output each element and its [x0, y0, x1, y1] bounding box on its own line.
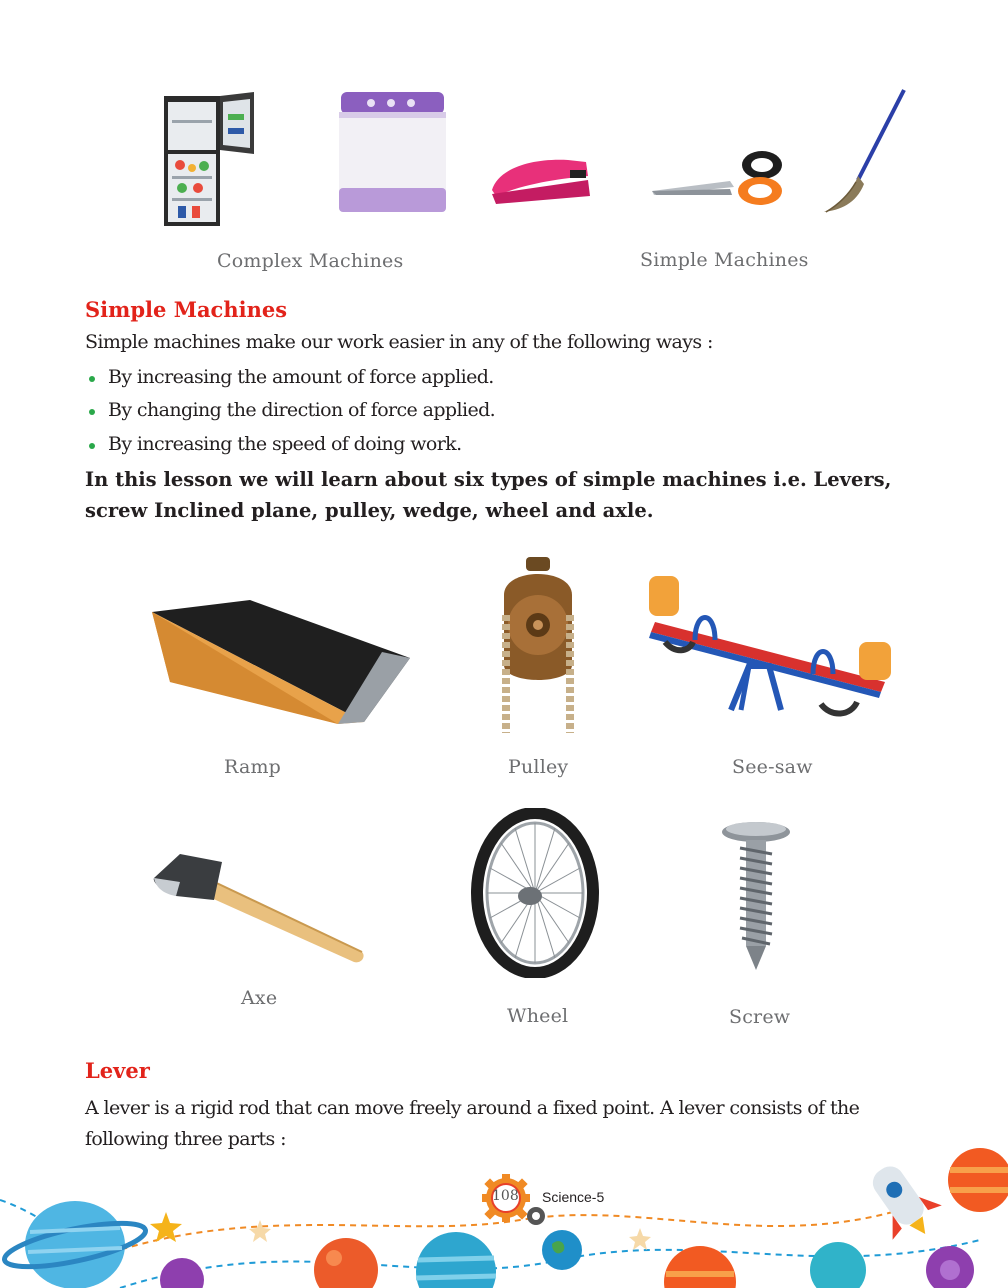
bullet-dot — [89, 376, 95, 382]
washing-machine-image — [335, 88, 450, 218]
page-number: 108 — [492, 1188, 519, 1204]
wheel-image — [470, 808, 600, 978]
simple-machines-caption: Simple Machines — [640, 249, 809, 271]
scissors-image — [650, 145, 790, 210]
bullet-item-2: By changing the direction of force applied. — [108, 399, 496, 421]
bullet-item-3: By increasing the speed of doing work. — [108, 433, 462, 455]
ramp-image — [146, 598, 414, 730]
axe-caption: Axe — [241, 987, 278, 1009]
book-title: Science-5 — [542, 1189, 605, 1205]
gear-icon — [480, 1174, 550, 1234]
lever-text: A lever is a rigid rod that can move freely around a fixed point. A lever consists of the following three parts : — [85, 1097, 860, 1150]
pulley-caption: Pulley — [508, 756, 569, 778]
six-machines-note: In this lesson we will learn about six types of simple machines i.e. Levers, screw Inclined plane, pulley, wedge, wheel and axle. — [85, 468, 892, 522]
ramp-caption: Ramp — [224, 756, 282, 778]
bullet-dot — [89, 409, 95, 415]
refrigerator-image — [160, 90, 260, 230]
pulley-image — [490, 555, 585, 735]
lever-heading: Lever — [85, 1058, 150, 1083]
axe-image — [150, 848, 368, 968]
simple-machines-intro: Simple machines make our work easier in any of the following ways : — [85, 331, 713, 353]
simple-machines-heading: Simple Machines — [85, 297, 288, 322]
bullet-item-1: By increasing the amount of force applied. — [108, 366, 494, 388]
screw-image — [720, 820, 795, 972]
bullet-dot — [89, 443, 95, 449]
broom-image — [818, 88, 913, 218]
stapler-image — [488, 152, 593, 212]
seesaw-image — [645, 570, 895, 720]
complex-machines-caption: Complex Machines — [217, 250, 404, 272]
screw-caption: Screw — [729, 1006, 791, 1028]
seesaw-caption: See-saw — [732, 756, 813, 778]
wheel-caption: Wheel — [507, 1005, 569, 1027]
